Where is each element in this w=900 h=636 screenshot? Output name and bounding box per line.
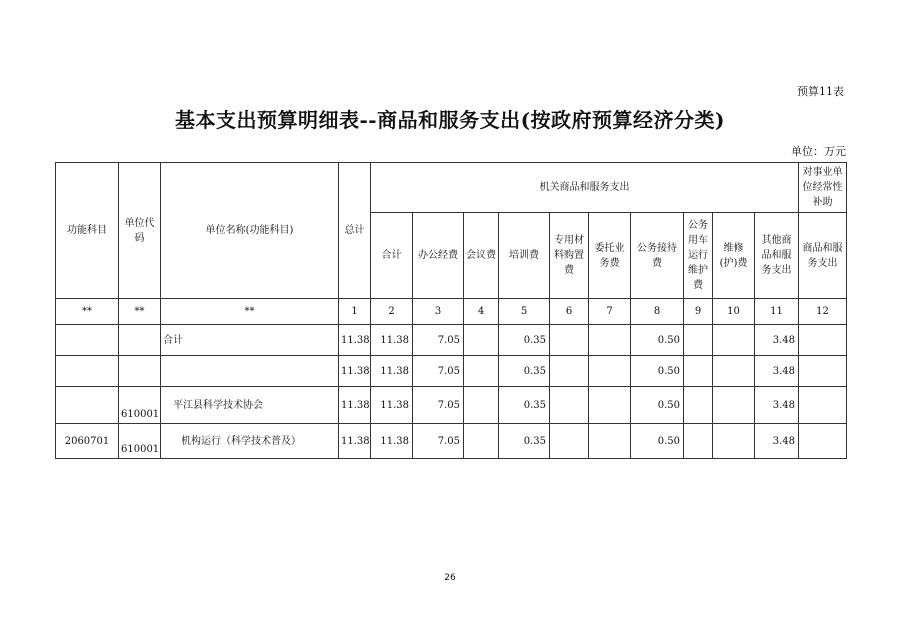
- header-col: 维修(护)费: [713, 213, 755, 299]
- value-cell: 7.05: [413, 325, 464, 356]
- value-cell: [713, 424, 755, 459]
- marker-cell: **: [161, 299, 339, 325]
- func-cell: [56, 325, 119, 356]
- budget-table: [55, 162, 847, 459]
- col-number: 10: [713, 299, 755, 325]
- value-cell: [713, 356, 755, 387]
- table-row: [56, 424, 847, 459]
- value-cell: 11.38: [339, 424, 371, 459]
- col-number: 11: [755, 299, 799, 325]
- header-col: 公务用车运行维护费: [684, 213, 713, 299]
- func-cell: [56, 387, 119, 424]
- marker-cell: **: [56, 299, 119, 325]
- value-cell: 11.38: [371, 424, 413, 459]
- col-number: 5: [499, 299, 550, 325]
- header-col: 培训费: [499, 213, 550, 299]
- col-number: 12: [799, 299, 847, 325]
- value-cell: 11.38: [339, 356, 371, 387]
- unit-label: 单位：万元: [791, 145, 846, 158]
- value-cell: 7.05: [413, 387, 464, 424]
- value-cell: [550, 356, 589, 387]
- value-cell: 11.38: [371, 325, 413, 356]
- header-total: 总计: [339, 163, 371, 299]
- value-cell: 0.35: [499, 356, 550, 387]
- col-number: 2: [371, 299, 413, 325]
- value-cell: 0.50: [631, 356, 684, 387]
- value-cell: 3.48: [755, 424, 799, 459]
- value-cell: 0.35: [499, 424, 550, 459]
- col-number: 4: [464, 299, 499, 325]
- value-cell: 0.35: [499, 387, 550, 424]
- func-cell: 2060701: [56, 424, 119, 459]
- value-cell: [713, 325, 755, 356]
- value-cell: [713, 387, 755, 424]
- header-col: 会议费: [464, 213, 499, 299]
- value-cell: 7.05: [413, 424, 464, 459]
- table-row: [56, 356, 847, 387]
- value-cell: [464, 387, 499, 424]
- code-cell: 610001: [119, 387, 161, 424]
- value-cell: 3.48: [755, 356, 799, 387]
- value-cell: 7.05: [413, 356, 464, 387]
- name-cell: 平江县科学技术协会: [161, 387, 339, 424]
- value-cell: [799, 356, 847, 387]
- header-col: 合计: [371, 213, 413, 299]
- value-cell: [799, 325, 847, 356]
- col-number: 3: [413, 299, 464, 325]
- value-cell: 0.35: [499, 325, 550, 356]
- value-cell: [589, 387, 631, 424]
- header-col: 办公经费: [413, 213, 464, 299]
- value-cell: [464, 325, 499, 356]
- table-row: [56, 387, 847, 424]
- value-cell: [799, 387, 847, 424]
- value-cell: [550, 387, 589, 424]
- header-col: 委托业务费: [589, 213, 631, 299]
- value-cell: 11.38: [339, 325, 371, 356]
- header-col: 专用材料购置费: [550, 213, 589, 299]
- name-cell: [161, 356, 339, 387]
- value-cell: [684, 356, 713, 387]
- value-cell: [464, 424, 499, 459]
- header-unit-code: 单位代码: [119, 163, 161, 299]
- code-cell: 610001: [119, 424, 161, 459]
- header-col: 商品和服务支出: [799, 213, 847, 299]
- col-number: 1: [339, 299, 371, 325]
- page-number: 26: [444, 573, 456, 583]
- marker-cell: **: [119, 299, 161, 325]
- page-title: 基本支出预算明细表--商品和服务支出(按政府预算经济分类): [174, 108, 726, 132]
- value-cell: [589, 325, 631, 356]
- name-cell: 合计: [161, 325, 339, 356]
- value-cell: [684, 325, 713, 356]
- code-cell: [119, 325, 161, 356]
- value-cell: [589, 424, 631, 459]
- value-cell: 3.48: [755, 387, 799, 424]
- header-func-subject: 功能科目: [56, 163, 119, 299]
- value-cell: [684, 387, 713, 424]
- value-cell: 11.38: [371, 387, 413, 424]
- table-row: [56, 325, 847, 356]
- value-cell: 11.38: [371, 356, 413, 387]
- header-col: 其他商品和服务支出: [755, 213, 799, 299]
- header-col: 公务接待费: [631, 213, 684, 299]
- header-group-agency: 机关商品和服务支出: [371, 163, 799, 213]
- value-cell: [799, 424, 847, 459]
- header-unit-name: 单位名称(功能科目): [161, 163, 339, 299]
- value-cell: 11.38: [339, 387, 371, 424]
- value-cell: 0.50: [631, 325, 684, 356]
- value-cell: [464, 356, 499, 387]
- table-tag: 预算11表: [797, 85, 844, 98]
- value-cell: 0.50: [631, 387, 684, 424]
- value-cell: 3.48: [755, 325, 799, 356]
- value-cell: 0.50: [631, 424, 684, 459]
- col-number: 7: [589, 299, 631, 325]
- func-cell: [56, 356, 119, 387]
- value-cell: [550, 325, 589, 356]
- value-cell: [684, 424, 713, 459]
- code-cell: [119, 356, 161, 387]
- col-number: 6: [550, 299, 589, 325]
- col-number: 8: [631, 299, 684, 325]
- name-cell: 机构运行（科学技术普及）: [161, 424, 339, 459]
- header-group-subsidy: 对事业单位经常性补助: [799, 163, 847, 213]
- value-cell: [550, 424, 589, 459]
- value-cell: [589, 356, 631, 387]
- col-number: 9: [684, 299, 713, 325]
